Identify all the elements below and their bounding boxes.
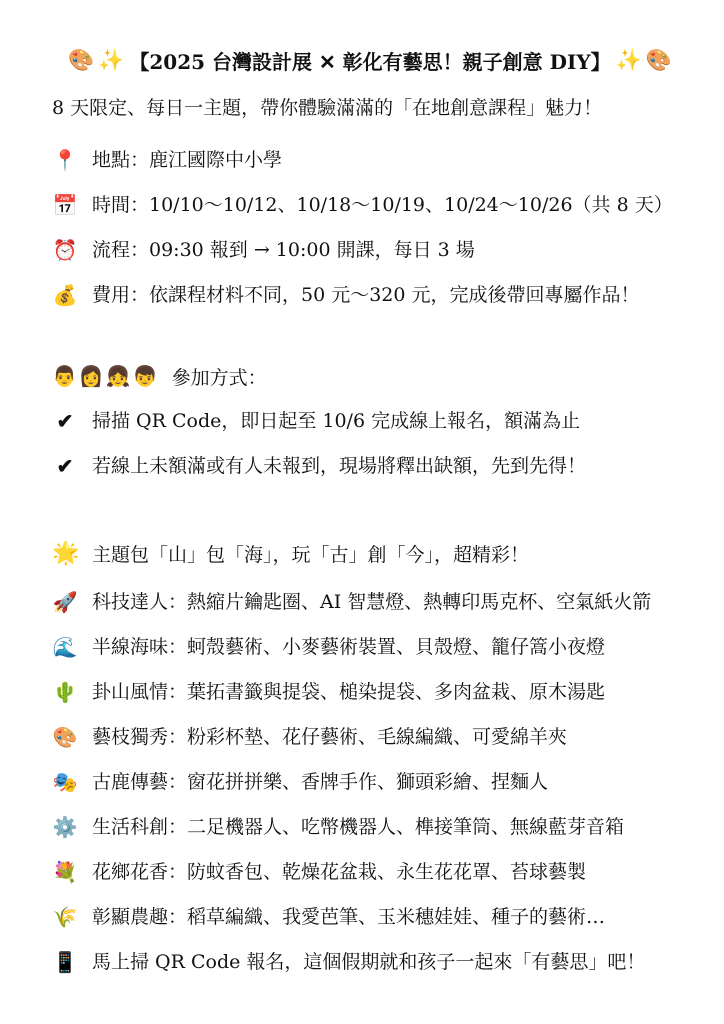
page-title bbox=[52, 46, 688, 75]
info-text: 費用：依課程材料不同，50 元～320 元，完成後帶回專屬作品！ bbox=[92, 284, 640, 306]
title-icons-right bbox=[616, 48, 672, 73]
theme-item bbox=[52, 634, 688, 660]
theme-item bbox=[52, 679, 688, 705]
theme-item-text: 科技達人：熱縮片鑰匙圈、AI 智慧燈、熱轉印馬克杯、空氣紙火箭 bbox=[92, 591, 652, 613]
rocket-icon: 🚀 bbox=[52, 590, 78, 614]
theme-item-text: 花鄉花香：防蚊香包、乾燥花盆栽、永生花花罩、苔球藝製 bbox=[92, 861, 587, 883]
check-mark-icon: ✔ bbox=[56, 454, 74, 478]
theme-item-text: 藝枝獨秀：粉彩杯墊、花仔藝術、毛線編織、可愛綿羊夾 bbox=[92, 726, 568, 748]
info-row bbox=[52, 192, 688, 218]
woman-face-icon: 👩 bbox=[78, 364, 104, 388]
participation-item bbox=[52, 453, 688, 479]
participation-heading bbox=[52, 363, 688, 389]
info-text: 地點：鹿江國際中小學 bbox=[92, 149, 283, 171]
wave-icon: 🌊 bbox=[52, 635, 78, 659]
themes-heading bbox=[52, 539, 688, 567]
participation-item-text: 掃描 QR Code，即日起至 10/6 完成線上報名，額滿為止 bbox=[92, 410, 581, 432]
man-face-icon: 👨 bbox=[52, 364, 77, 388]
rice-sheaf-icon: 🌾 bbox=[52, 905, 78, 929]
money-bag-icon: 💰 bbox=[52, 283, 78, 307]
bouquet-icon: 💐 bbox=[52, 860, 78, 884]
title-icons-left bbox=[68, 48, 124, 73]
sparkles-icon: ✨ bbox=[615, 48, 642, 72]
sparkles-icon: ✨ bbox=[98, 48, 125, 72]
cactus-icon: 🌵 bbox=[52, 680, 78, 704]
participation-item-text: 若線上未額滿或有人未報到，現場將釋出缺額，先到先得！ bbox=[92, 455, 587, 477]
theater-masks-icon: 🎭 bbox=[52, 770, 78, 794]
theme-item-text: 彰顯農趣：稻草編織、我愛芭筆、玉米穗娃娃、種子的藝術… bbox=[92, 906, 606, 928]
family-faces-icons bbox=[52, 364, 158, 388]
theme-item bbox=[52, 769, 688, 795]
round-pushpin-icon: 📍 bbox=[52, 148, 78, 172]
participation-heading-text: 參加方式： bbox=[171, 366, 267, 389]
theme-item bbox=[52, 904, 688, 930]
boy-face-icon: 👦 bbox=[132, 364, 158, 388]
alarm-clock-icon: ⏰ bbox=[52, 238, 78, 262]
title-text: 【2025 台灣設計展 ✕ 彰化有藝思！親子創意 DIY】 bbox=[129, 50, 611, 74]
theme-item bbox=[52, 724, 688, 750]
mobile-phone-icon: 📱 bbox=[52, 950, 78, 974]
info-row bbox=[52, 147, 688, 173]
theme-item bbox=[52, 814, 688, 840]
girl-face-icon: 👧 bbox=[105, 364, 131, 388]
theme-item-text: 卦山風情：葉拓書籤與提袋、槌染提袋、多肉盆栽、原木湯匙 bbox=[92, 681, 606, 703]
palette-icon: 🎨 bbox=[52, 725, 78, 749]
participation-item bbox=[52, 408, 688, 434]
glowing-star-icon: 🌟 bbox=[52, 540, 80, 566]
gear-icon: ⚙️ bbox=[52, 815, 78, 839]
participation-items bbox=[52, 408, 688, 479]
theme-item-text: 古鹿傳藝：窗花拼拼樂、香牌手作、獅頭彩繪、捏麵人 bbox=[92, 771, 549, 793]
theme-item bbox=[52, 859, 688, 885]
themes-section bbox=[52, 539, 688, 975]
calendar-icon: 📅 bbox=[52, 193, 78, 217]
subtitle: 8 天限定、每日一主題，帶你體驗滿滿的「在地創意課程」魅力！ bbox=[52, 97, 603, 119]
info-text: 流程：09:30 報到 → 10:00 開課，每日 3 場 bbox=[92, 239, 475, 261]
info-row bbox=[52, 237, 688, 263]
check-mark-icon: ✔ bbox=[56, 409, 74, 433]
themes-heading-text: 主題包「山」包「海」，玩「古」創「今」，超精彩！ bbox=[92, 543, 530, 566]
theme-item-text: 馬上掃 QR Code 報名，這個假期就和孩子一起來「有藝思」吧！ bbox=[92, 951, 646, 973]
theme-item-text: 生活科創：二足機器人、吃幣機器人、榫接筆筒、無線藍芽音箱 bbox=[92, 816, 625, 838]
theme-item-text: 半線海味：蚵殼藝術、小麥藝術裝置、貝殼燈、籠仔篙小夜燈 bbox=[92, 636, 606, 658]
theme-items bbox=[52, 589, 688, 975]
palette-icon: 🎨 bbox=[645, 48, 672, 72]
info-row bbox=[52, 282, 688, 308]
theme-item bbox=[52, 589, 688, 615]
info-list bbox=[52, 147, 688, 308]
participation-section bbox=[52, 363, 688, 479]
theme-item bbox=[52, 949, 688, 975]
info-text: 時間：10/10～10/12、10/18～10/19、10/24～10/26（共 8 天） bbox=[92, 194, 673, 216]
palette-icon: 🎨 bbox=[68, 48, 95, 72]
